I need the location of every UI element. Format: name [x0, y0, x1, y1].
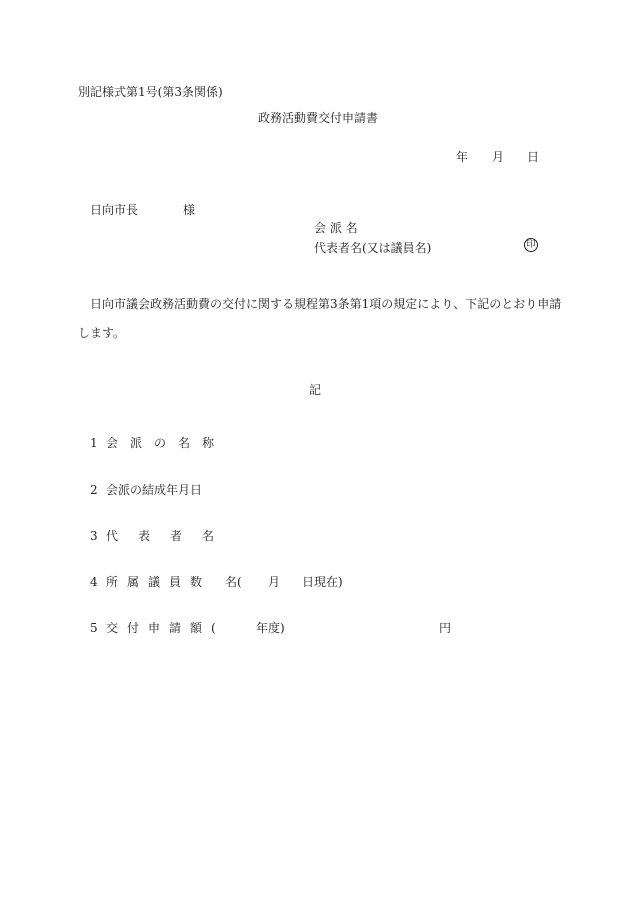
document-title: 政務活動費交付申請書 [258, 111, 379, 125]
seal-mark: 印 [524, 238, 538, 252]
item-number: 3 [90, 529, 98, 543]
faction-name-label: 会 派 名 [314, 221, 358, 235]
addressee-name: 日向市長 [90, 203, 139, 217]
ki-heading: 記 [309, 383, 322, 397]
list-item [0, 437, 630, 451]
body-text-line-1: 日向市議会政務活動費の交付に関する規程第3条第1項の規定により、下記のとおり申請 [90, 297, 562, 311]
item-fiscal-year-label: 年度) [256, 621, 285, 635]
item-yen-label: 円 [439, 621, 452, 635]
list-item [0, 530, 630, 544]
item-label: 交付申請額( [106, 621, 225, 635]
item-label: 会派の結成年月日 [106, 483, 203, 497]
list-item [0, 484, 630, 498]
list-item [0, 576, 630, 590]
representative-label: 代表者名(又は議員名) [314, 241, 432, 255]
item-number: 5 [90, 621, 98, 635]
item-number: 1 [90, 436, 98, 450]
item-day-label: 日現在) [302, 575, 343, 589]
item-number: 4 [90, 575, 98, 589]
date-month-label: 月 [492, 150, 505, 164]
form-code: 別記様式第1号(第3条関係) [78, 85, 223, 99]
item-label: 代表者名 [106, 529, 235, 543]
addressee-honorific: 様 [183, 203, 196, 217]
item-member-count-suffix: 名( [225, 575, 242, 589]
list-item [0, 622, 630, 636]
item-label: 所属議員数 [106, 575, 212, 589]
date-day-label: 日 [527, 150, 540, 164]
body-text-line-2: します。 [78, 326, 126, 340]
item-label: 会派の名称 [106, 436, 227, 450]
item-number: 2 [90, 483, 98, 497]
date-year-label: 年 [456, 150, 469, 164]
item-month-label: 月 [268, 575, 281, 589]
